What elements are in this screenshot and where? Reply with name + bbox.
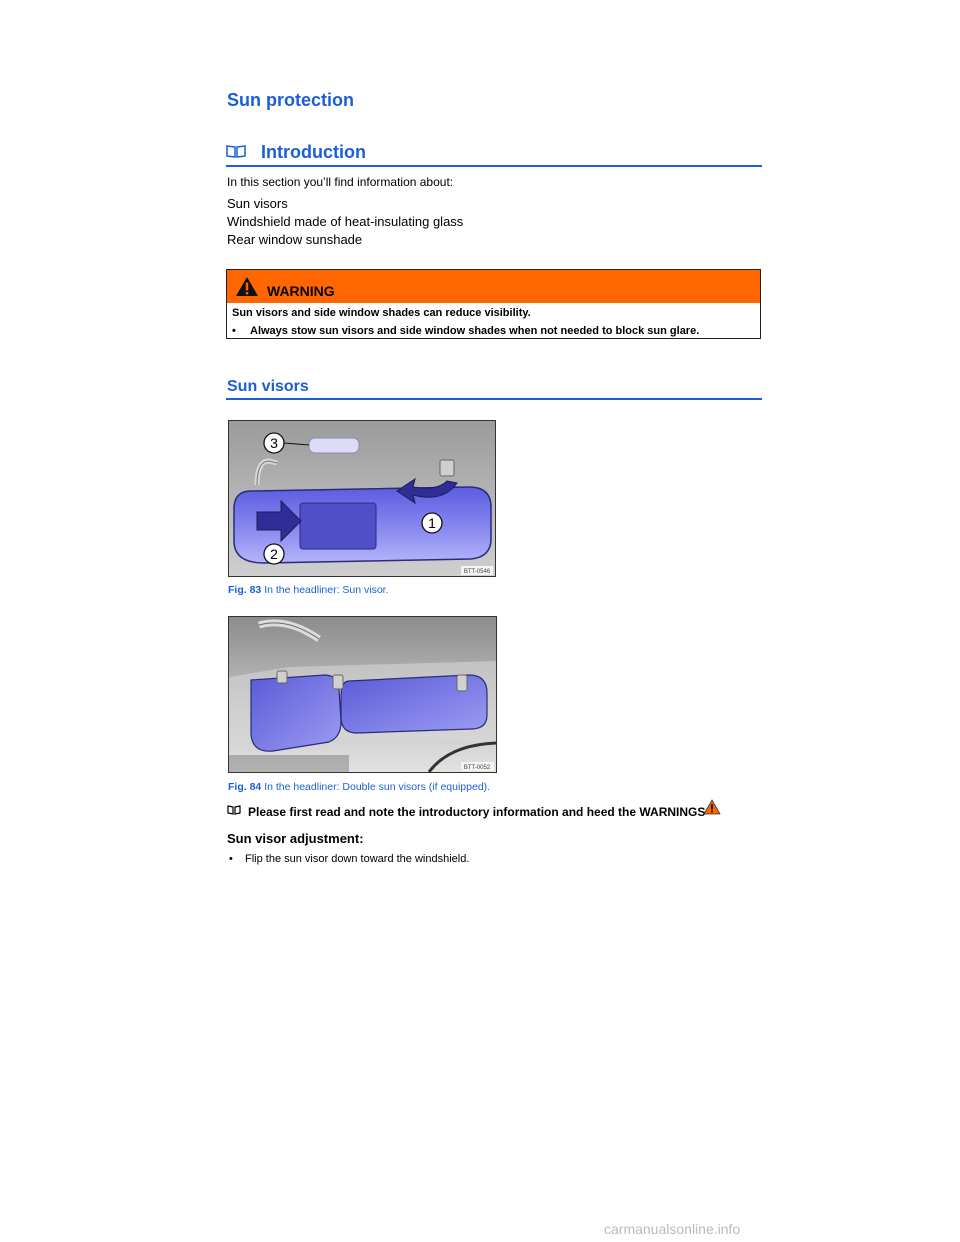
figure-label: Fig. 83 [228, 584, 262, 596]
warning-text: Sun visors and side window shades can reduce visibility. [232, 307, 531, 319]
book-icon [226, 144, 246, 158]
sun-visor-illustration [229, 421, 495, 576]
svg-text:2: 2 [270, 546, 278, 562]
introduction-heading-text: Introduction [261, 142, 366, 162]
adjustment-step [229, 853, 469, 865]
warning-header [227, 270, 760, 303]
figure-code: BTT-0052 [463, 765, 491, 771]
topic-item: Sun visors [227, 196, 288, 211]
bullet: • [232, 325, 236, 337]
figure-code: BTT-0546 [463, 569, 491, 575]
warning-box [226, 269, 761, 339]
svg-text:3: 3 [270, 435, 278, 451]
figure-sun-visor [228, 420, 496, 577]
sun-visors-heading-text: Sun visors [227, 378, 309, 395]
figure-double-sun-visors [228, 616, 497, 773]
topic-item: Rear window sunshade [227, 232, 363, 247]
warning-triangle-icon [703, 799, 721, 815]
callout-1 [422, 513, 442, 533]
book-icon [227, 805, 241, 815]
topic-list [227, 195, 463, 249]
bullet: • [229, 853, 233, 865]
adjustment-step-text: Flip the sun visor down toward the windshield. [245, 853, 470, 865]
sun-visors-heading [226, 376, 762, 400]
read-warnings-note-text: Please first read and note the introductory information and heed the WARNINGS [248, 805, 706, 819]
warning-bullet-text: Always stow sun visors and side window shades when not needed to block sun glare. [250, 325, 700, 337]
watermark: carmanualsonline.info [604, 1221, 741, 1237]
svg-text:1: 1 [428, 515, 436, 531]
intro-text: In this section you’ll find information about: [227, 175, 454, 189]
section-title: Sun protection [227, 90, 354, 110]
figure-caption [228, 584, 389, 596]
introduction-heading [226, 140, 762, 167]
warning-bullet-item [232, 325, 699, 337]
figure-label: Fig. 84 [228, 781, 262, 793]
warning-title: WARNING [267, 283, 335, 299]
adjustment-heading: Sun visor adjustment: [227, 831, 364, 846]
callout-2 [264, 544, 284, 564]
warning-triangle-icon [235, 276, 259, 297]
figure-caption [228, 781, 490, 793]
topic-item: Windshield made of heat-insulating glass [227, 214, 464, 229]
figure-caption-text: In the headliner: Sun visor. [264, 584, 389, 596]
double-sun-visors-illustration [229, 617, 496, 772]
figure-caption-text: In the headliner: Double sun visors (if equipped). [264, 781, 491, 793]
